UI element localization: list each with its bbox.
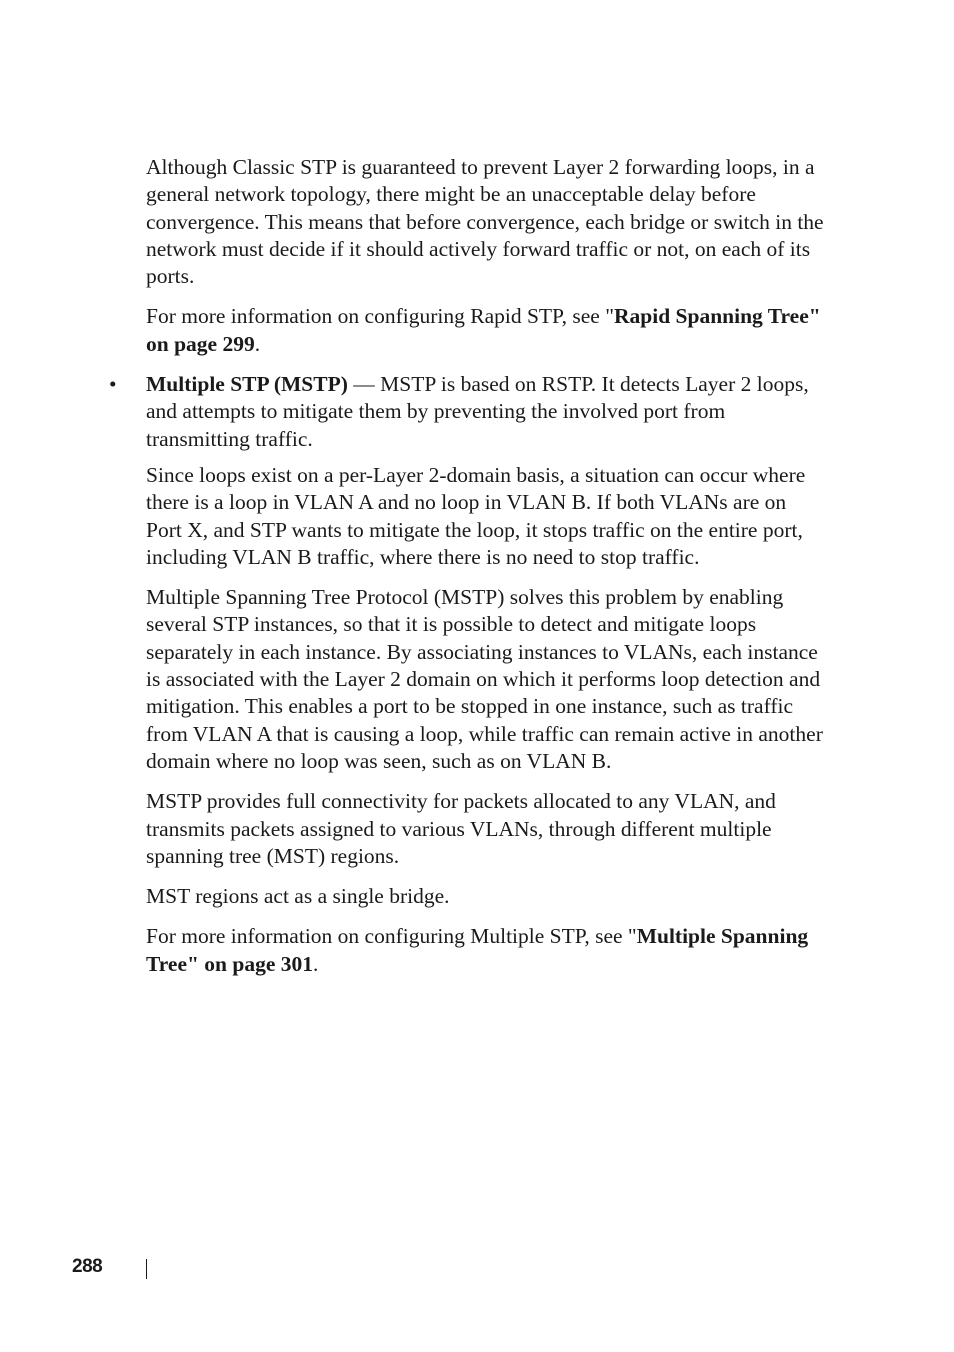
reference-suffix: . [254,331,261,356]
paragraph-rapid-stp-reference [146,303,826,358]
paragraph-mst-regions: MST regions act as a single bridge. [146,884,450,909]
bullet-item-mstp [109,371,826,453]
paragraph-vlan-loops: Since loops exist on a per-Layer 2-domain basis, a situation can occur where there is a loop in VLAN A and no loop in VLAN B. If both VLANs are on Port X, and STP wants to mitigate the loop, it stops traffic on the entire port, including VLAN B traffic, where there is no need to stop traffic. [146,462,806,569]
multiple-spanning-tree-link[interactable]: Multiple Spanning Tree" on page 301 [146,924,809,976]
page-body [109,154,826,978]
rapid-spanning-tree-link[interactable]: Rapid Spanning Tree" on page 299 [146,304,821,356]
paragraph-mstp-solution: Multiple Spanning Tree Protocol (MSTP) solves this problem by enabling several STP instances, so that it is possible to detect and mitigate loops separately in each instance. By associating instances to VLANs, each instance is associated with the Layer 2 domain on which it performs loop detection and mitigation. This enables a port to be stopped in one instance, such as traffic from VLAN A that is causing a loop, while traffic can remain active in another domain where no loop was seen, such as on VLAN B. [146,585,823,773]
bullet-text: — MSTP is based on RSTP. It detects Layer 2 loops, and attempts to mitigate them by preventing the involved port from transmitting traffic. [146,372,809,451]
paragraph-multiple-stp-reference [146,923,826,978]
reference-prefix: For more information on configuring Rapid STP, see " [146,304,614,329]
bullet-marker: • [109,372,117,397]
paragraph-mstp-connectivity: MSTP provides full connectivity for packets allocated to any VLAN, and transmits packets assigned to various VLANs, through different multiple spanning tree (MST) regions. [146,789,776,868]
bullet-term: Multiple STP (MSTP) [146,372,348,397]
page-number: 288 [72,1256,103,1277]
footer-divider [146,1259,147,1279]
reference-prefix: For more information on configuring Multiple STP, see " [146,924,637,949]
reference-suffix: . [313,951,319,976]
paragraph-classic-stp-delay: Although Classic STP is guaranteed to prevent Layer 2 forwarding loops, in a general network topology, there might be an unacceptable delay before convergence. This means that before convergence, each bridge or switch in the network must decide if it should actively forward traffic or not, on each of its ports. [146,155,824,289]
